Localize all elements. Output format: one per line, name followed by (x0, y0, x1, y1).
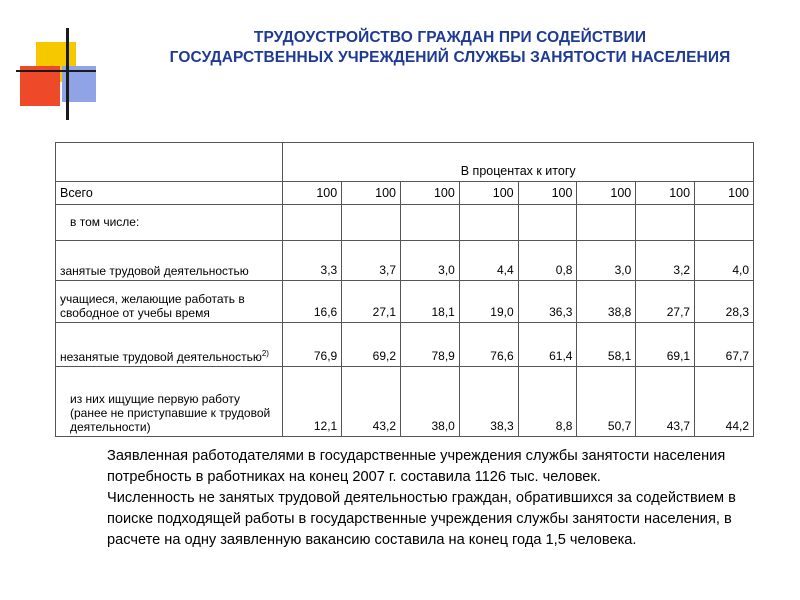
table-cell: 76,6 (459, 323, 518, 367)
table-cell: 100 (342, 182, 401, 205)
title-line-2: ГОСУДАРСТВЕННЫХ УЧРЕЖДЕНИЙ СЛУЖБЫ ЗАНЯТОСТИ НАСЕЛЕНИЯ (169, 49, 731, 66)
table-cell: 76,9 (283, 323, 342, 367)
row-label: Всего (56, 182, 283, 205)
row-label: занятые трудовой деятельностью (56, 241, 283, 281)
table-cell: 78,9 (401, 323, 460, 367)
row-label: незанятые трудовой деятельностью (60, 350, 262, 364)
table-cell: 27,1 (342, 281, 401, 323)
row-label: из них ищущие первую работу (ранее не приступавшие к трудовой деятельности) (56, 367, 283, 437)
table-cell: 100 (518, 182, 577, 205)
decor-horizontal-line (16, 70, 96, 72)
table-cell: 3,7 (342, 241, 401, 281)
row-label: учащиеся, желающие работать в свободное от учебы время (56, 281, 283, 323)
table-cell: 28,3 (695, 281, 754, 323)
table-cell: 100 (283, 182, 342, 205)
table-cell: 100 (695, 182, 754, 205)
table-row (56, 323, 754, 367)
table-cell: 27,7 (636, 281, 695, 323)
table-cell: 0,8 (518, 241, 577, 281)
table-cell (695, 205, 754, 241)
table-row (56, 367, 754, 437)
table-cell: 38,3 (459, 367, 518, 437)
decor-vertical-line (66, 28, 69, 120)
table-row-including (56, 205, 754, 241)
table-cell (636, 205, 695, 241)
table-cell: 44,2 (695, 367, 754, 437)
table-header-row (56, 143, 754, 182)
row-label: в том числе: (56, 205, 283, 241)
table-cell (577, 205, 636, 241)
table-cell: 8,8 (518, 367, 577, 437)
paragraph-vacancies: Заявленная работодателями в государственные учреждения службы занятости населения потребность в работниках на конец 2007 г. составила 1126 тыс. человек. (107, 448, 726, 485)
table-cell: 36,3 (518, 281, 577, 323)
table-cell: 38,8 (577, 281, 636, 323)
table-row-total (56, 182, 754, 205)
title-line-1: ТРУДОУСТРОЙСТВО ГРАЖДАН ПРИ СОДЕЙСТВИИ (253, 29, 647, 46)
table-cell: 61,4 (518, 323, 577, 367)
table-cell (283, 205, 342, 241)
employment-table (55, 142, 754, 437)
table-cell: 100 (636, 182, 695, 205)
table-cell: 43,2 (342, 367, 401, 437)
table-cell: 12,1 (283, 367, 342, 437)
table-cell: 69,1 (636, 323, 695, 367)
table-cell: 19,0 (459, 281, 518, 323)
table-cell (342, 205, 401, 241)
decor-red-square (20, 66, 60, 106)
row-label-cell (56, 323, 283, 367)
header-empty-cell (56, 143, 283, 182)
table-cell: 100 (401, 182, 460, 205)
table-cell: 3,0 (577, 241, 636, 281)
table-cell: 67,7 (695, 323, 754, 367)
table-cell (518, 205, 577, 241)
table-cell: 50,7 (577, 367, 636, 437)
table-cell: 100 (577, 182, 636, 205)
table-cell: 3,0 (401, 241, 460, 281)
header-cell: В процентах к итогу (283, 143, 754, 182)
paragraph-unemployed: Численность не занятых трудовой деятельностью граждан, обратившихся за содействием в поиске подходящей работы в государственные учреждения службы занятости населения, в расчете на одну заявленную вакансию составила на конец года 1,5 человека. (107, 490, 736, 548)
description-text (107, 446, 757, 551)
table-cell: 4,0 (695, 241, 754, 281)
table-cell (401, 205, 460, 241)
table-cell: 38,0 (401, 367, 460, 437)
table-cell: 69,2 (342, 323, 401, 367)
footnote-mark: 2) (261, 349, 269, 358)
table-row (56, 241, 754, 281)
table-cell: 100 (459, 182, 518, 205)
table-cell: 3,3 (283, 241, 342, 281)
table-cell: 43,7 (636, 367, 695, 437)
table-cell (459, 205, 518, 241)
table-row (56, 281, 754, 323)
table-cell: 3,2 (636, 241, 695, 281)
table-cell: 58,1 (577, 323, 636, 367)
page-title (100, 28, 800, 68)
table-cell: 18,1 (401, 281, 460, 323)
table-cell: 4,4 (459, 241, 518, 281)
table-cell: 16,6 (283, 281, 342, 323)
